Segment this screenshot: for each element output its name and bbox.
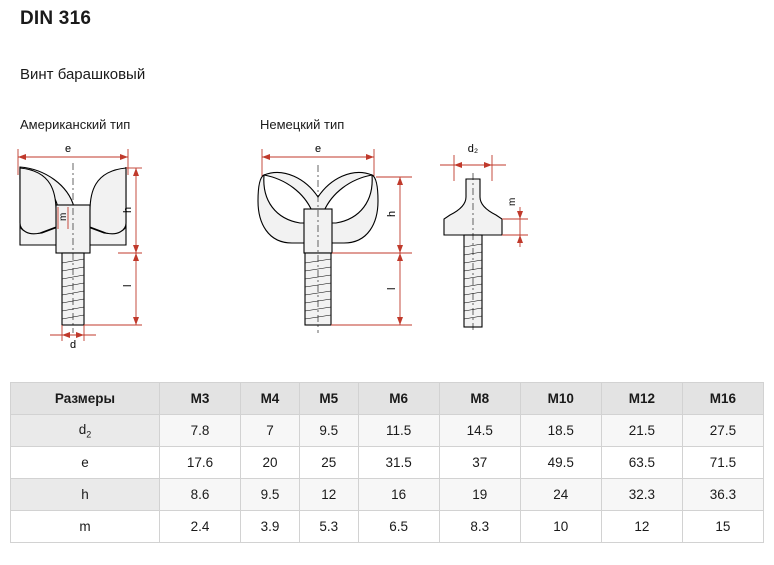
cell-e-m10: 49.5 bbox=[520, 447, 601, 479]
cell-e-m8: 37 bbox=[439, 447, 520, 479]
drawings-svg bbox=[0, 135, 774, 365]
dim-l-american bbox=[84, 253, 142, 325]
cell-m-m16: 15 bbox=[682, 511, 763, 543]
cell-e-m4: 20 bbox=[241, 447, 300, 479]
cell-h-m12: 32.3 bbox=[601, 479, 682, 511]
page-title: DIN 316 bbox=[20, 8, 92, 29]
cell-d2-m3: 7.8 bbox=[160, 415, 241, 447]
row-label-e: e bbox=[11, 447, 160, 479]
table-row bbox=[11, 415, 764, 447]
column-header-m5: M5 bbox=[299, 383, 358, 415]
product-name: Винт барашковый bbox=[20, 66, 146, 83]
svg-text:h: h bbox=[386, 210, 398, 217]
cell-d2-m10: 18.5 bbox=[520, 415, 601, 447]
column-header-m16: M16 bbox=[682, 383, 763, 415]
cell-m-m12: 12 bbox=[601, 511, 682, 543]
column-header-m12: M12 bbox=[601, 383, 682, 415]
column-header-m4: M4 bbox=[241, 383, 300, 415]
cell-m-m5: 5.3 bbox=[299, 511, 358, 543]
svg-text:e: e bbox=[314, 143, 322, 155]
svg-text:m: m bbox=[58, 212, 69, 221]
dim-m-german bbox=[502, 207, 528, 247]
figure-label-german: Немецкий тип bbox=[260, 117, 345, 132]
svg-text:l: l bbox=[122, 284, 134, 287]
svg-text:d: d bbox=[69, 339, 77, 351]
cell-d2-m8: 14.5 bbox=[439, 415, 520, 447]
cell-h-m8: 19 bbox=[439, 479, 520, 511]
table-row bbox=[11, 447, 764, 479]
cell-e-m16: 71.5 bbox=[682, 447, 763, 479]
cell-e-m3: 17.6 bbox=[160, 447, 241, 479]
cell-m-m3: 2.4 bbox=[160, 511, 241, 543]
cell-m-m8: 8.3 bbox=[439, 511, 520, 543]
svg-text:l: l bbox=[386, 287, 398, 290]
cell-d2-m4: 7 bbox=[241, 415, 300, 447]
cell-h-m10: 24 bbox=[520, 479, 601, 511]
cell-e-m6: 31.5 bbox=[358, 447, 439, 479]
svg-text:d₂: d₂ bbox=[467, 143, 479, 155]
dim-l-german bbox=[331, 253, 412, 325]
svg-text:m: m bbox=[507, 197, 518, 206]
cell-d2-m16: 27.5 bbox=[682, 415, 763, 447]
table-header-row bbox=[11, 383, 764, 415]
cell-m-m6: 6.5 bbox=[358, 511, 439, 543]
figure-label-american: Американский тип bbox=[20, 117, 131, 132]
cell-e-m12: 63.5 bbox=[601, 447, 682, 479]
cell-d2-m6: 11.5 bbox=[358, 415, 439, 447]
cell-d2-m12: 21.5 bbox=[601, 415, 682, 447]
cell-h-m4: 9.5 bbox=[241, 479, 300, 511]
column-header-m10: M10 bbox=[520, 383, 601, 415]
technical-drawings bbox=[0, 135, 774, 365]
column-header-m3: M3 bbox=[160, 383, 241, 415]
cell-d2-m5: 9.5 bbox=[299, 415, 358, 447]
cell-h-m5: 12 bbox=[299, 479, 358, 511]
cell-h-m3: 8.6 bbox=[160, 479, 241, 511]
cell-e-m5: 25 bbox=[299, 447, 358, 479]
column-header-m6: M6 bbox=[358, 383, 439, 415]
svg-text:h: h bbox=[122, 206, 134, 213]
cell-h-m6: 16 bbox=[358, 479, 439, 511]
cell-h-m16: 36.3 bbox=[682, 479, 763, 511]
row-label-d2: $d_2$ bbox=[11, 415, 160, 447]
cell-m-m10: 10 bbox=[520, 511, 601, 543]
svg-text:e: e bbox=[64, 143, 72, 155]
row-label-h: h bbox=[11, 479, 160, 511]
column-header-sizes: Размеры bbox=[11, 383, 160, 415]
dimensions-table bbox=[10, 382, 764, 543]
table-row bbox=[11, 511, 764, 543]
column-header-m8: M8 bbox=[439, 383, 520, 415]
row-label-m: m bbox=[11, 511, 160, 543]
cell-m-m4: 3.9 bbox=[241, 511, 300, 543]
table-row bbox=[11, 479, 764, 511]
